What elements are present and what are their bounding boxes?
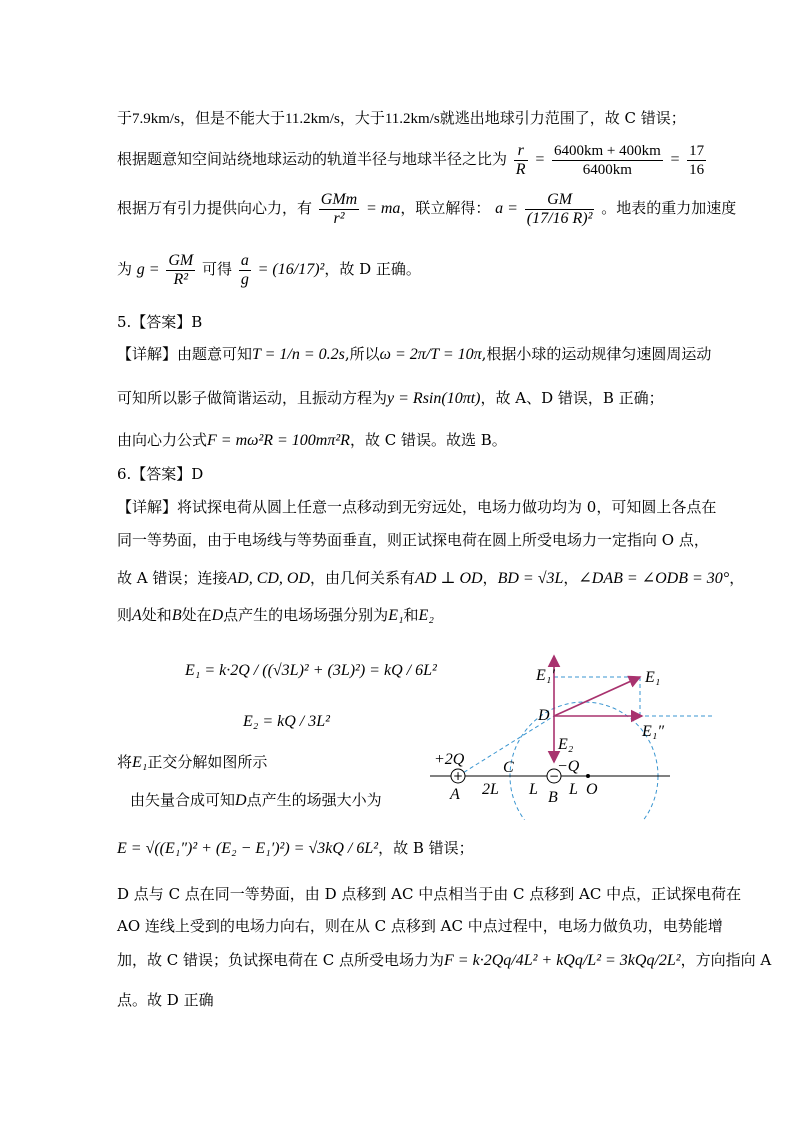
- arrow-e1: [554, 677, 640, 716]
- text-line: 由向心力公式F = mω²R = 100mπ²R，故 C 错误。故选 B。: [117, 431, 507, 449]
- text-line: 则A处和B处在D点产生的电场场强分别为E₁和E₂: [117, 606, 434, 624]
- label-c: C: [503, 759, 514, 776]
- text-line: 同一等势面，由于电场线与等势面垂直，则正试探电荷在圆上所受电场力一定指向 O 点，: [117, 531, 709, 549]
- label-e1-double-prime: E₁″: [642, 723, 664, 740]
- label-2l: 2L: [482, 781, 499, 798]
- center-o-dot: [586, 774, 590, 778]
- text-line: 于7.9km/s，但是不能大于11.2km/s，大于11.2km/s就逃出地球引力范围了，故 C 错误；: [117, 109, 686, 127]
- label-d: D: [538, 707, 550, 724]
- label-plus-2q: +2Q: [434, 751, 465, 768]
- text-line: 【详解】将试探电荷从圆上任意一点移动到无穷远处，电场力做功均为 0，可知圆上各点在: [117, 498, 717, 516]
- text-line: 由矢量合成可知D点产生的场强大小为: [130, 791, 382, 809]
- text-line: 可知所以影子做简谐运动，且振动方程为y = Rsin(10πt)，故 A、D 错误，B 正确；: [117, 389, 664, 407]
- text-line: 根据题意知空间站绕地球运动的轨道半径与地球半径之比为 $\frac{r}{R}$ = $\frac{6400km + 400km}{6400km}$ = $\frac{17}{16}$: [117, 141, 705, 178]
- text-line: 为 g = $\frac{GM}{\text{R²}}$ 可得 $\frac{a}{g}$ = (16/17)²，故 D 正确。: [117, 251, 421, 288]
- text-line: 将E₁正交分解如图所示: [117, 753, 268, 771]
- text-line: E = √((E₁″)² + (E₂ − E₁′)²) = √3kQ / 6L²，故 B 错误；: [117, 839, 474, 857]
- text-line: D 点与 C 点在同一等势面，由 D 点移到 AC 中点相当于由 C 点移到 AC 中点，正试探电荷在: [117, 885, 742, 903]
- answer-heading: 6.【答案】D: [117, 465, 204, 483]
- label-a: A: [450, 786, 460, 803]
- label-minus-q: −Q: [557, 758, 580, 775]
- text-line: 点。故 D 正确: [117, 991, 214, 1009]
- text-line: 【详解】由题意可知T = 1/n = 0.2s,所以ω = 2π/T = 10π,根据小球的运动规律匀速圆周运动: [117, 345, 712, 363]
- label-o: O: [586, 781, 598, 798]
- label-l-left: L: [529, 781, 538, 798]
- equation-e: E = √((E₁″)² + (E₂ − E₁′)²) = √3kQ / 6L²: [117, 840, 379, 857]
- label-e1: E₁: [645, 669, 661, 686]
- label-e2: E₂: [558, 736, 574, 753]
- equipotential-circle: [510, 702, 658, 820]
- electric-field-diagram: [430, 650, 720, 820]
- equation-e1: E₁ = k·2Q / ((√3L)² + (3L)²) = kQ / 6L²: [185, 662, 437, 679]
- svg-text:+: +: [452, 769, 464, 783]
- answer-heading: 5.【答案】B: [117, 313, 203, 331]
- text-line: 根据万有引力提供向心力，有 GMm r² = ma，联立解得： a = $\frac{GM}{\text{(17/16 R)²}}$ 。地表的重力加速度: [117, 190, 737, 227]
- text-line: 故 A 错误；连接AD, CD, OD，由几何关系有AD ⊥ OD，BD = √3L，∠DAB = ∠ODB = 30°，: [117, 569, 745, 587]
- text-line: 加，故 C 错误；负试探电荷在 C 点所受电场力为F = k·2Qq/4L² + kQq/L² = 3kQq/2L²，方向指向 A: [117, 951, 772, 969]
- svg-text:−: −: [548, 769, 560, 783]
- label-e1-prime: E₁′: [536, 667, 555, 684]
- label-l-right: L: [569, 781, 578, 798]
- equation-e2: E₂ = kQ / 3L²: [243, 713, 330, 730]
- label-b: B: [548, 789, 558, 806]
- text-line: AO 连线上受到的电场力向右，则在从 C 点移到 AC 中点过程中，电场力做负功，电势能增: [117, 917, 723, 935]
